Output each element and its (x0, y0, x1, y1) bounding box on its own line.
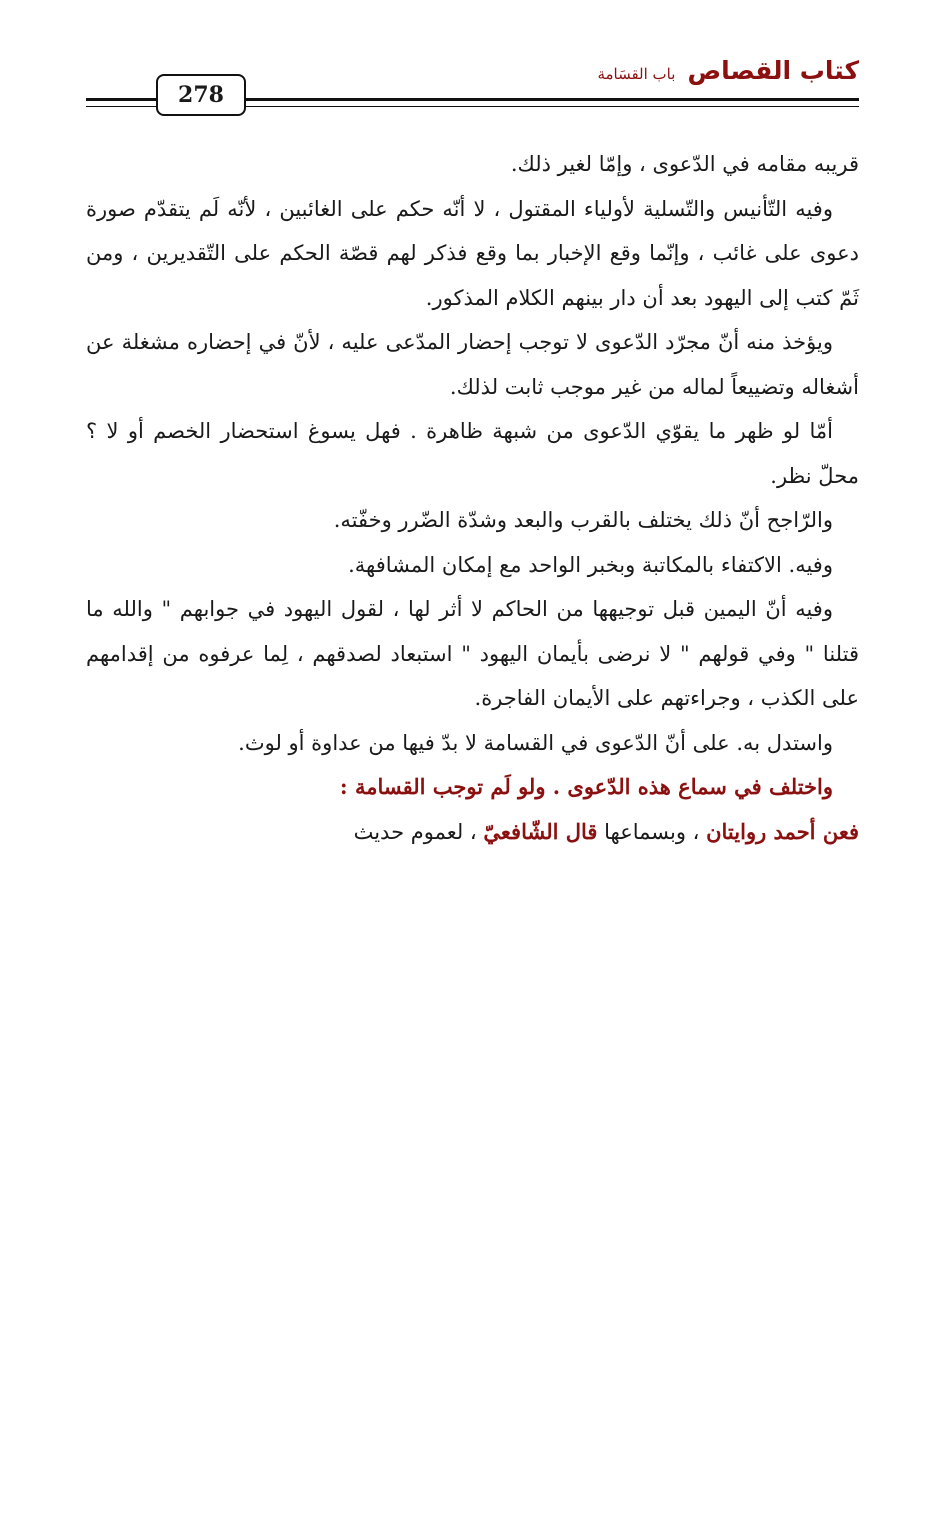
running-header (597, 56, 859, 85)
paragraph-8: واستدل به. على أنّ الدّعوى في القسامة لا بدّ فيها من عداوة أو لوث. (238, 730, 833, 755)
book-title: كتاب القصاص (687, 56, 859, 85)
paragraph-1: قريبه مقامه في الدّعوى ، وإمّا لغير ذلك. (510, 152, 859, 176)
paragraph-9-text-1: ، وبسماعها (597, 819, 707, 844)
ahmad-narrations: فعن أحمد روايتان (706, 818, 859, 844)
page-body (86, 142, 859, 854)
chapter-title: باب القسَامة (597, 65, 676, 83)
shafii-opinion: قال الشّافعيّ (483, 818, 598, 844)
page-header (86, 52, 859, 112)
paragraph-9-text-2: ، لعموم حديث (353, 819, 484, 844)
paragraph-5: والرّاجح أنّ ذلك يختلف بالقرب والبعد وشدّة الضّرر وخفّته. (333, 508, 833, 532)
paragraph-4: أمّا لو ظهر ما يقوّي الدّعوى من شبهة ظاهرة . فهل يسوغ استحضار الخصم أو لا ؟ محلّ نظر. (86, 419, 859, 488)
page-number: 278 (156, 74, 246, 116)
section-heading: واختلف في سماع هذه الدّعوى . ولو لَم توجب القسامة : (339, 774, 833, 799)
paragraph-2: وفيه التّأنيس والتّسلية لأولياء المقتول ، لا أنّه حكم على الغائبين ، لأنّه لَم يتقدّم صورة دعوى على غائب ، وإنّما وقع الإخبار بما وقع فذكر لهم قصّة الحكم على التّقديرين ، ومن ثَمّ كتب إلى اليهود بعد أن دار بينهم الكلام المذكور. (86, 196, 859, 310)
paragraph-6: وفيه. الاكتفاء بالمكاتبة وبخبر الواحد مع إمكان المشافهة. (348, 552, 833, 577)
paragraph-7: وفيه أنّ اليمين قبل توجيهها من الحاكم لا أثر لها ، لقول اليهود في جوابهم " والله ما قتلنا " وفي قولهم " لا نرضى بأيمان اليهود " استبعاد لصدقهم ، لِما عرفوه من إقدامهم على الكذب ، وجراءتهم على الأيمان الفاجرة. (86, 597, 859, 710)
paragraph-9 (86, 810, 859, 855)
paragraph-3: ويؤخذ منه أنّ مجرّد الدّعوى لا توجب إحضار المدّعى عليه ، لأنّ في إحضاره مشغلة عن أشغاله وتضييعاً لماله من غير موجب ثابت لذلك. (86, 330, 859, 399)
